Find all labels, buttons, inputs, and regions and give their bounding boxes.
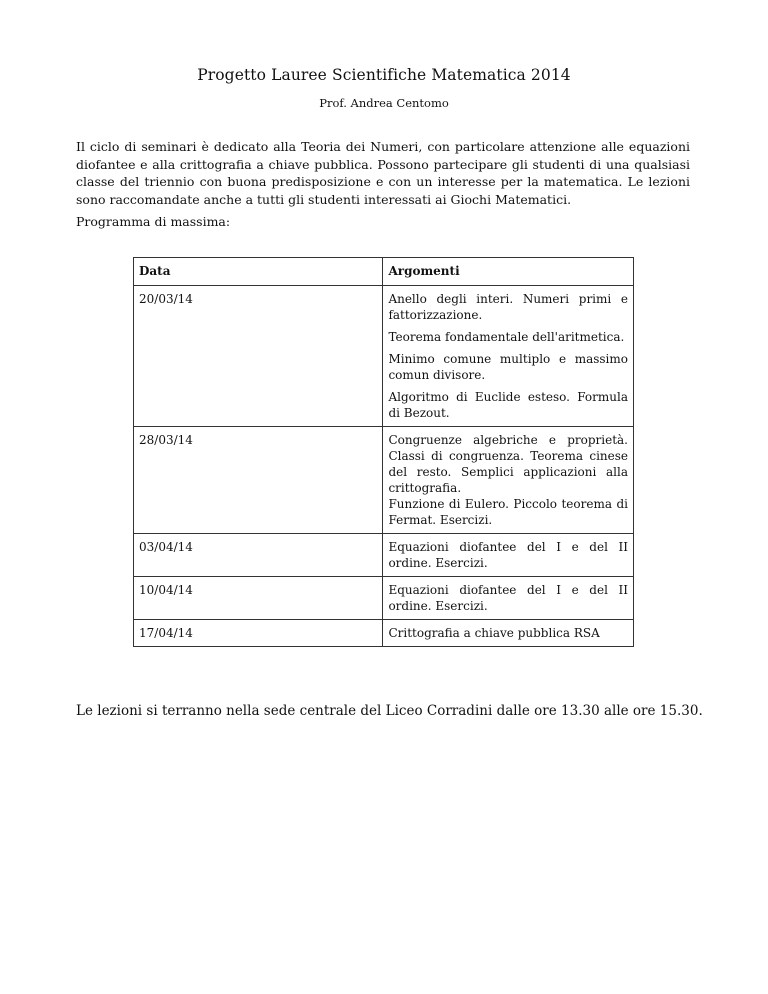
table-row [134, 577, 634, 620]
row-date: 10/04/14 [134, 577, 383, 620]
topic-item: Equazioni diofantee del I e del II ordine. Esercizi. [388, 540, 628, 570]
header-topics: Argomenti [383, 258, 634, 286]
program-table [133, 257, 634, 647]
table-row [134, 286, 634, 427]
header-date: Data [134, 258, 383, 286]
row-topics [383, 427, 634, 534]
topic-item: Equazioni diofantee del I e del II ordine. Esercizi. [388, 583, 628, 613]
row-date: 17/04/14 [134, 620, 383, 647]
row-date: 03/04/14 [134, 534, 383, 577]
intro-paragraph: Il ciclo di seminari è dedicato alla Teoria dei Numeri, con particolare attenzione alle equazioni diofantee e alla crittografia a chiave pubblica. Possono partecipare gli studenti di una qualsiasi classe del triennio con buona predisposizione e con un interesse per la matematica. Le lezioni sono raccomandate anche a tutti gli studenti interessati ai Giochi Matematici. [76, 139, 690, 207]
table-header-row [134, 258, 634, 286]
row-date: 20/03/14 [134, 286, 383, 427]
row-topics [383, 286, 634, 427]
program-label: Programma di massima: [76, 214, 231, 229]
table-body [134, 286, 634, 647]
topic-item: Crittografia a chiave pubblica RSA [388, 626, 600, 640]
topic-item: Teorema fondamentale dell'aritmetica. [388, 330, 625, 344]
topic-item: Funzione di Eulero. Piccolo teorema di Fermat. Esercizi. [388, 497, 628, 527]
table-row [134, 620, 634, 647]
row-date: 28/03/14 [134, 427, 383, 534]
row-topics [383, 577, 634, 620]
document-title: Progetto Lauree Scientifiche Matematica 2014 [197, 66, 571, 84]
topic-item: Anello degli interi. Numeri primi e fattorizzazione. [388, 292, 628, 322]
topic-item: Minimo comune multiplo e massimo comun divisore. [388, 352, 628, 382]
topic-item: Algoritmo di Euclide esteso. Formula di Bezout. [388, 390, 628, 420]
table-row [134, 534, 634, 577]
table-row [134, 427, 634, 534]
document-author: Prof. Andrea Centomo [319, 96, 449, 110]
row-topics [383, 620, 634, 647]
row-topics [383, 534, 634, 577]
topic-item: Congruenze algebriche e proprietà. Classi di congruenza. Teorema cinese del resto. Semplici applicazioni alla crittografia. [388, 433, 628, 495]
footer-note: Le lezioni si terranno nella sede centrale del Liceo Corradini dalle ore 13.30 alle ore 15.30. [76, 703, 703, 719]
